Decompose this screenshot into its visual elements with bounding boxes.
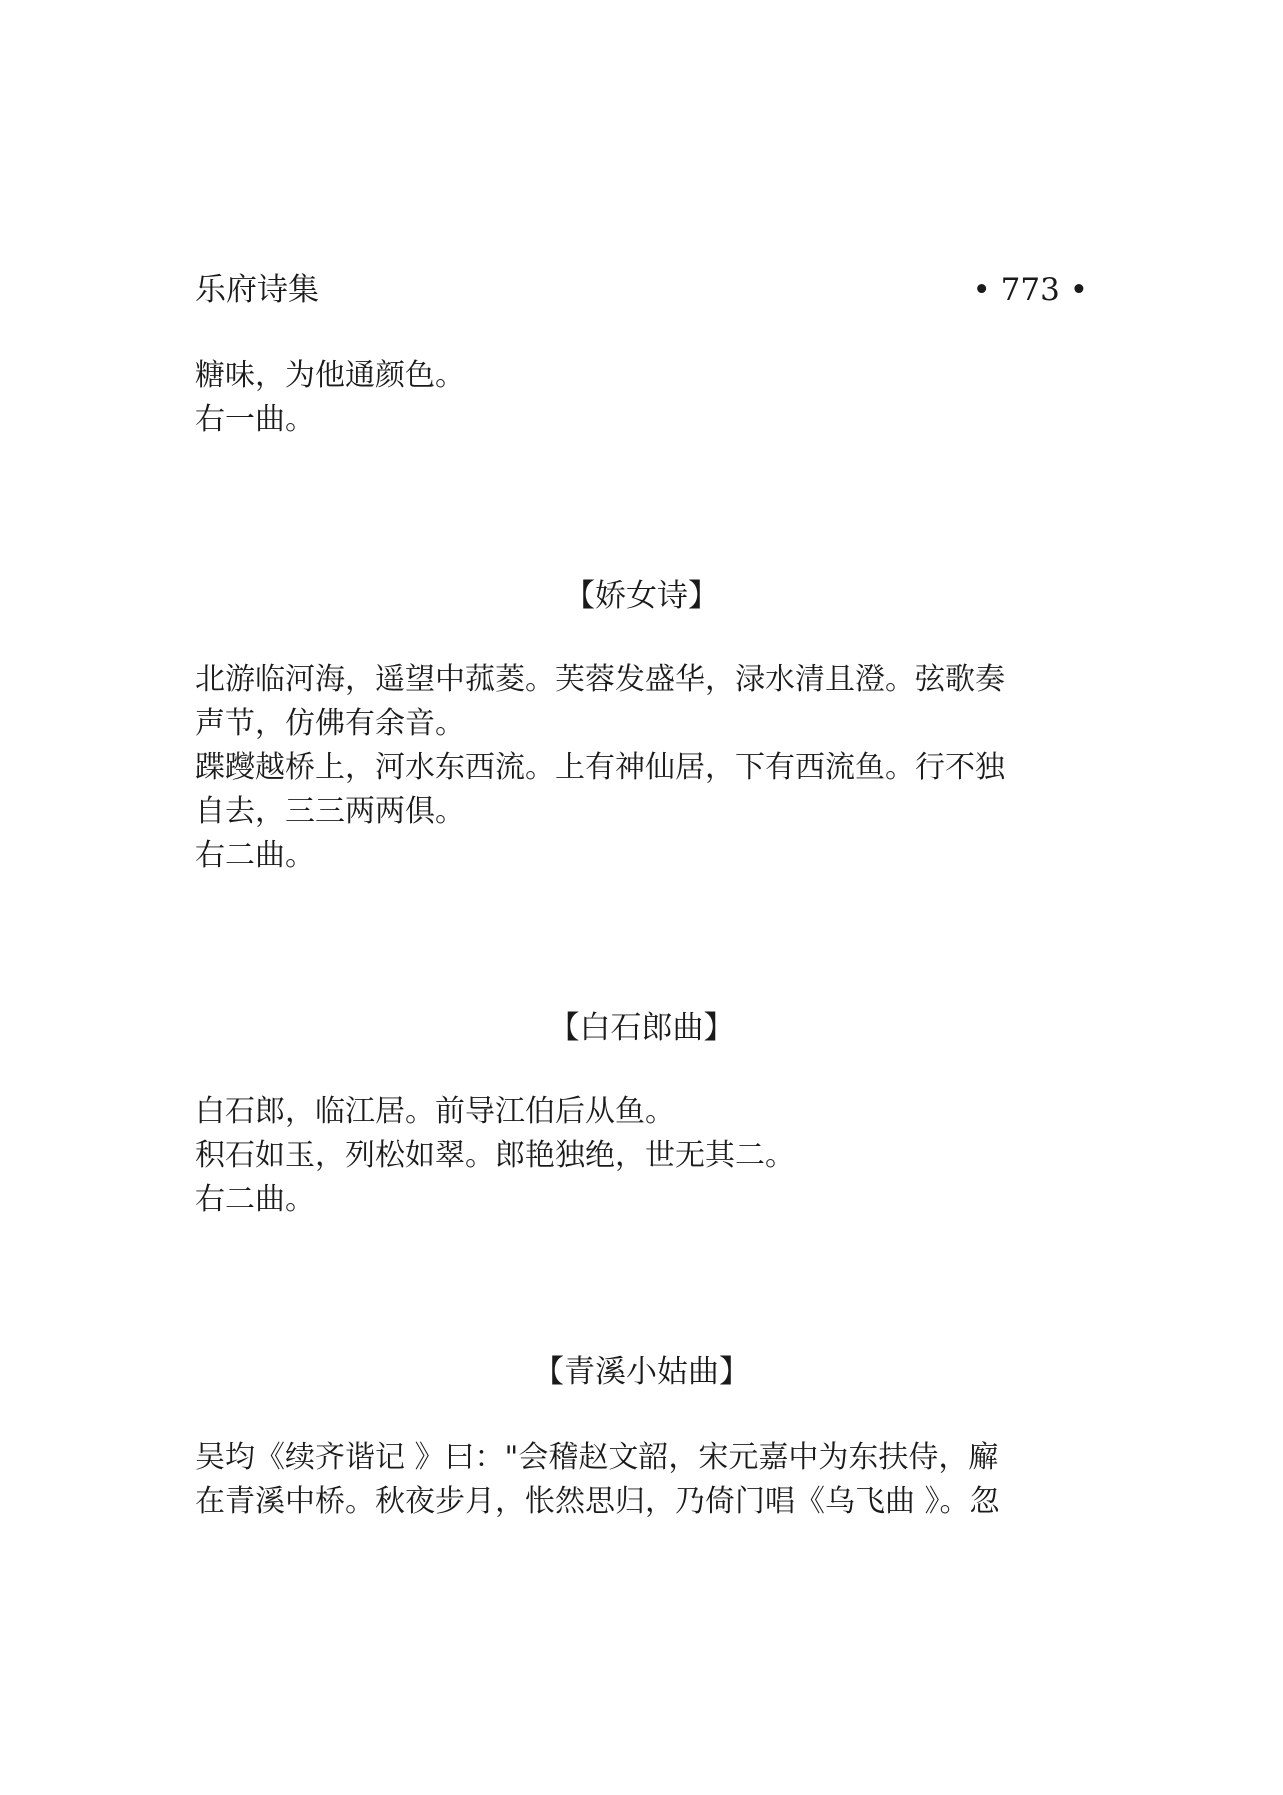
text-line: 吴均《续齐谐记 》曰："会稽赵文韶，宋元嘉中为东扶侍，廨 <box>195 1440 999 1475</box>
text-line: 自去，三三两两俱。 <box>195 794 465 829</box>
text-line: 糖味，为他通颜色。 <box>195 358 465 393</box>
section-title: 【青溪小姑曲】 <box>533 1354 750 1390</box>
text-line: 在青溪中桥。秋夜步月，怅然思归，乃倚门唱《乌飞曲 》。忽 <box>195 1484 1000 1519</box>
section-title: 【白石郎曲】 <box>548 1010 735 1046</box>
text-line: 北游临河海，遥望中菰菱。芙蓉发盛华，渌水清且澄。弦歌奏 <box>195 662 1005 697</box>
page-number: • 773 • <box>972 272 1088 308</box>
page-header <box>195 268 1088 312</box>
text-line: 右二曲。 <box>195 1182 315 1217</box>
text-line: 声节，仿佛有余音。 <box>195 706 465 741</box>
text-line: 右一曲。 <box>195 402 315 437</box>
text-line: 白石郎，临江居。前导江伯后从鱼。 <box>195 1094 675 1129</box>
section-title: 【娇女诗】 <box>564 578 719 614</box>
text-line: 积石如玉，列松如翠。郎艳独绝，世无其二。 <box>195 1138 795 1173</box>
text-line: 右二曲。 <box>195 838 315 873</box>
text-line: 蹀躞越桥上，河水东西流。上有神仙居，下有西流鱼。行不独 <box>195 750 1005 785</box>
book-title: 乐府诗集 <box>195 272 319 308</box>
